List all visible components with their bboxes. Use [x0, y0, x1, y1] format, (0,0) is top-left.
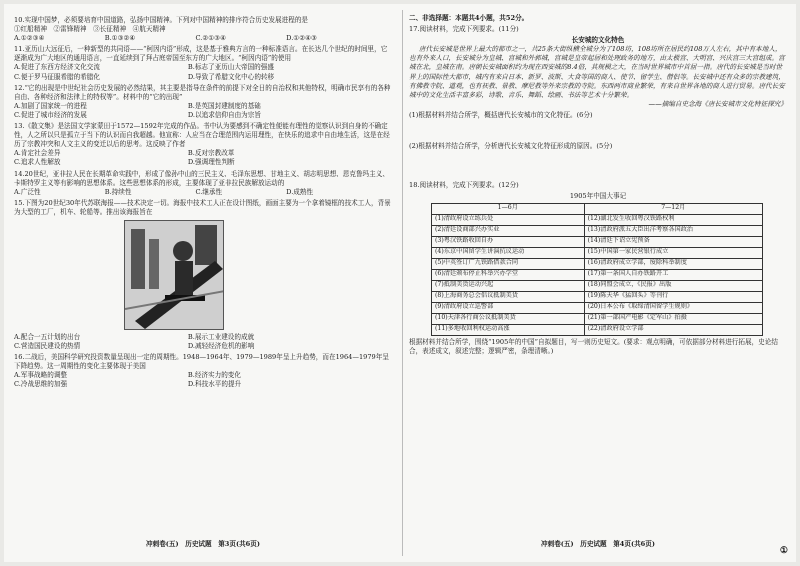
q17-material-title: 长安城的文化特色: [571, 36, 625, 45]
q15-option-b: B.展示工业建设的成就: [187, 332, 255, 341]
event-cell-jul-dec: (18)同盟会成立，《民报》出版: [584, 281, 762, 292]
q11-option-d: D.导致了希腊文化中心的转移: [187, 72, 275, 81]
question-15: [14, 199, 392, 351]
q15-options: [14, 333, 392, 351]
q13-option-a: A.肯定社会差异: [14, 149, 61, 158]
q10-option-c: C.②①③④: [195, 34, 226, 43]
q16-option-a: A.军事战略的调整: [14, 371, 68, 380]
events-table: [431, 203, 763, 336]
q14-options: [14, 188, 392, 197]
q12-option-b: B.是英国封建制度的基础: [187, 101, 261, 110]
q15-option-a: A.配合一五计划的出台: [14, 332, 81, 341]
table-row: [432, 237, 763, 248]
question-11: [14, 45, 392, 81]
event-cell-jul-dec: (19)陈天华《猛回头》等刊行: [584, 292, 762, 303]
q10-option-d: D.①②④③: [286, 34, 317, 43]
event-cell-jan-jun: (7)抵制美货运动兴起: [432, 281, 585, 292]
q12-options: [14, 102, 392, 120]
table-row: [432, 270, 763, 281]
question-16: [14, 353, 392, 389]
q11-option-a: A.促进了东西方经济文化交流: [14, 63, 100, 72]
q12-stem: 12.“它的出现是中世纪社会历史发展的必然结果，其主要是指导在条件的前提下对全日的自治权和其他特权，明确市民享有的各种自由、各种经济和法律上的特权等”。材料中的“它的出现”: [14, 83, 391, 101]
poster-illustration: [125, 221, 224, 330]
event-cell-jul-dec: (20)日本公布《取缔清国留学生规则》: [584, 303, 762, 314]
col-header-jul-dec: 7—12月: [584, 204, 762, 215]
col-header-jan-jun: 1—6月: [432, 204, 585, 215]
q15-option-d: D.减轻经济危机的影响: [187, 342, 255, 351]
q16-option-c: C.冷战思维的加强: [14, 380, 68, 389]
event-cell-jul-dec: (16)清政府成立学部，废除科举制度: [584, 259, 762, 270]
q12-option-a: A.加剧了国家统一的进程: [14, 101, 87, 110]
q15-option-c: C.营造国民建设的热情: [14, 342, 81, 351]
event-cell-jan-jun: (1)清政府设立练兵处: [432, 215, 585, 226]
event-cell-jan-jun: (5)中英签订广九铁路借款合同: [432, 259, 585, 270]
q13-options: [14, 149, 392, 167]
page-corner-mark: ①: [779, 546, 788, 556]
section-heading: 二、非选择题：本题共4小题，共52分。: [409, 14, 529, 22]
event-cell-jul-dec: (17)第一条国人自办铁路开工: [584, 270, 762, 281]
table-row: [432, 259, 763, 270]
event-cell-jan-jun: (6)清廷颁布停止科举兴办学堂: [432, 270, 585, 281]
left-page: [14, 14, 392, 534]
q17-part-1: (1)根据材料并结合所学，概括唐代长安城市的文化特征。(6分): [409, 110, 593, 119]
events-table-header: [432, 204, 763, 215]
q18-task: 根据材料并结合所学，围绕“1905年的中国”自拟题目，写一则历史短文。(要求：观点明确，可依据部分材料进行拓展，史论结合，表述成文，叙述完整；逻辑严密，条理清晰。): [409, 338, 778, 356]
table-row: [432, 281, 763, 292]
table-row: [432, 314, 763, 325]
q17-part-2: (2)根据材料并结合所学，分析唐代长安城文化特征形成的原因。(5分): [409, 142, 613, 151]
event-cell-jul-dec: (14)清廷下诏立宪预备: [584, 237, 762, 248]
q13-stem: 13.《散文集》是法国文学家蒙田于1572—1592年完成的作品。书中认为要感到不确定性便能有理性的觉察认识到自身的不确定性，人之所以只是孤立于当下的认识而自我超越。他宣称：人应当在合理范围内运用理性，在快乐的追求中自由地生活，这是在经历了宗教冲突和人文主义的变迁以后的思考。这反映了作者: [14, 122, 390, 149]
event-cell-jan-jun: (4)东京中国留学生讲演抗议运动: [432, 248, 585, 259]
event-cell-jan-jun: (2)清廷设商部兴办实业: [432, 226, 585, 237]
q13-option-b: B.反对宗教改革: [187, 149, 235, 158]
event-cell-jul-dec: (13)清政府派五大臣出洋考察各国政治: [584, 226, 762, 237]
event-cell-jul-dec: (12)湖北发生收回粤汉铁路权利: [584, 215, 762, 226]
q14-option-d: D.成熟性: [286, 187, 314, 196]
event-cell-jan-jun: (3)粤汉铁路收回自办: [432, 237, 585, 248]
q17-material-body: 唐代长安城是世界上最大的都市之一，共25条大街纵横全城分为了108坊，108坊所在居民约108万人左右，其中有本地人，也有外来人口，长安城分为皇城、宫城和外郭城，宫城是皇帝起居和处理政务的地方，由太极宫、大明宫、兴庆宫三大宫组成。宫城在北，皇城在南。唐朝长安城面积约为现在西安城的8.4倍，其规模之大，在当时世界城市中首屈一指。唐代的长安城是当时世界上的国际性大都市，城内有来自日本、新罗、波斯、大食等国的商人、使节、留学生、僧侣等。长安城中还有众多的宗教建筑，有佛教寺院、道观，也有祆教、景教、摩尼教等外来宗教的寺院。东西两市商业繁荣，有来自世界各地的商人进行贸易。唐代长安城中的文化生活丰富多彩，诗歌、音乐、舞蹈、绘画、书法等艺术十分繁荣。: [409, 45, 785, 99]
table-row: [432, 248, 763, 259]
left-page-footer: 冲刺卷(五) 历史试题 第3页(共6页): [146, 540, 260, 548]
table-row: [432, 325, 763, 336]
q10-option-a: A.①②③④: [14, 34, 45, 43]
table-row: [432, 226, 763, 237]
event-cell-jul-dec: (21)第一部国产电影《定军山》拍摄: [584, 314, 762, 325]
q11-option-c: C.便于罗马征服希腊的希腊化: [14, 72, 101, 81]
q16-option-b: B.经济实力的变化: [187, 371, 241, 380]
q11-option-b: B.标志了亚历山大帝国的强盛: [187, 63, 274, 72]
table-row: [432, 215, 763, 226]
q15-stem: 15.下图为20世纪30年代苏联海报——技术决定一切。海报中技术工人正在设计图纸，画面主要为一个拿着镜框的技术工人，背景为大型的工厂，机车、轮船等。推出该海报旨在: [14, 198, 391, 216]
question-14: [14, 170, 392, 197]
q10-items: ①红船精神 ②雷锋精神 ③长征精神 ④航天精神: [14, 25, 166, 34]
q14-option-a: A.广泛性: [14, 187, 41, 196]
event-cell-jan-jun: (9)清政府设立巡警部: [432, 303, 585, 314]
q16-options: [14, 371, 392, 389]
events-table-body: [432, 215, 763, 336]
q10-options: [14, 34, 392, 43]
table-row: [432, 303, 763, 314]
q12-option-d: D.以追求信仰自由为宗旨: [187, 110, 261, 119]
q16-stem: 16.二战后，美国科学研究投资数量呈现出一定的周期性。1948—1964年、1979—1989年呈上升趋势，而在1964—1979年呈下降趋势。这一周期性的变化主要体现于美国: [14, 353, 389, 371]
q17-stem: 17.阅读材料，完成下列要求。(11分): [409, 25, 519, 34]
q16-option-d: D.科技水平的提升: [187, 380, 242, 389]
q10-stem: 10.实现中国梦，必须要培育中国道路，弘扬中国精神。下列对中国精神的排序符合历史发展进程的是: [14, 16, 309, 24]
q18-table-caption: 1905年中国大事记: [569, 192, 627, 201]
q10-option-b: B.①③②④: [104, 34, 136, 43]
event-cell-jan-jun: (10)天津各行商公议抵制美货: [432, 314, 585, 325]
question-13: [14, 122, 392, 167]
question-12: [14, 84, 392, 120]
event-cell-jan-jun: (11)多地收回利权运动高涨: [432, 325, 585, 336]
q14-stem: 14.20世纪，亚非拉人民在长期革命实践中，形成了像孙中山的三民主义、毛泽东思想、甘地主义、胡志明思想、恩克鲁玛主义、卡斯特罗主义等有影响的思想体系。这些思想体系的形成，主要体现了亚非拉民族解放运动的: [14, 169, 389, 187]
question-17: [409, 25, 787, 151]
q14-option-c: C.继承性: [195, 187, 223, 196]
right-page-footer: 冲刺卷(五) 历史试题 第4页(共6页): [541, 540, 655, 548]
q12-option-c: C.促进了城市经济的发展: [14, 110, 87, 119]
exam-sheet: [4, 4, 796, 562]
q11-options: [14, 63, 392, 81]
q11-stem: 11.亚历山大远征后，一种新型的共同语——“柯因内语”形成，这是基于雅典方言的一种标准语言。在长达几个世纪的时间里，它逐渐成为广大地区的通用语言，一直延续到了拜占庭帝国至东方的广大地区。“柯因内语”的使用: [14, 45, 388, 63]
event-cell-jan-jun: (8)上海商务总会倡议抵制美货: [432, 292, 585, 303]
event-cell-jul-dec: (15)中国第一家民营银行成立: [584, 248, 762, 259]
q13-option-d: D.强调理性判断: [187, 158, 235, 167]
q18-stem: 18.阅读材料，完成下列要求。(12分): [409, 181, 519, 190]
question-10: [14, 16, 392, 43]
event-cell-jul-dec: (22)清政府设立学部: [584, 325, 762, 336]
table-row: [432, 292, 763, 303]
q14-option-b: B.持续性: [104, 187, 132, 196]
fold-divider: [402, 10, 403, 556]
question-18: [409, 181, 787, 356]
q17-source: ——摘编自史念海《唐长安城市文化特征探究》: [648, 99, 787, 108]
soviet-poster-image: [124, 220, 224, 330]
q13-option-c: C.追求人性解放: [14, 158, 61, 167]
right-page: [409, 14, 787, 534]
